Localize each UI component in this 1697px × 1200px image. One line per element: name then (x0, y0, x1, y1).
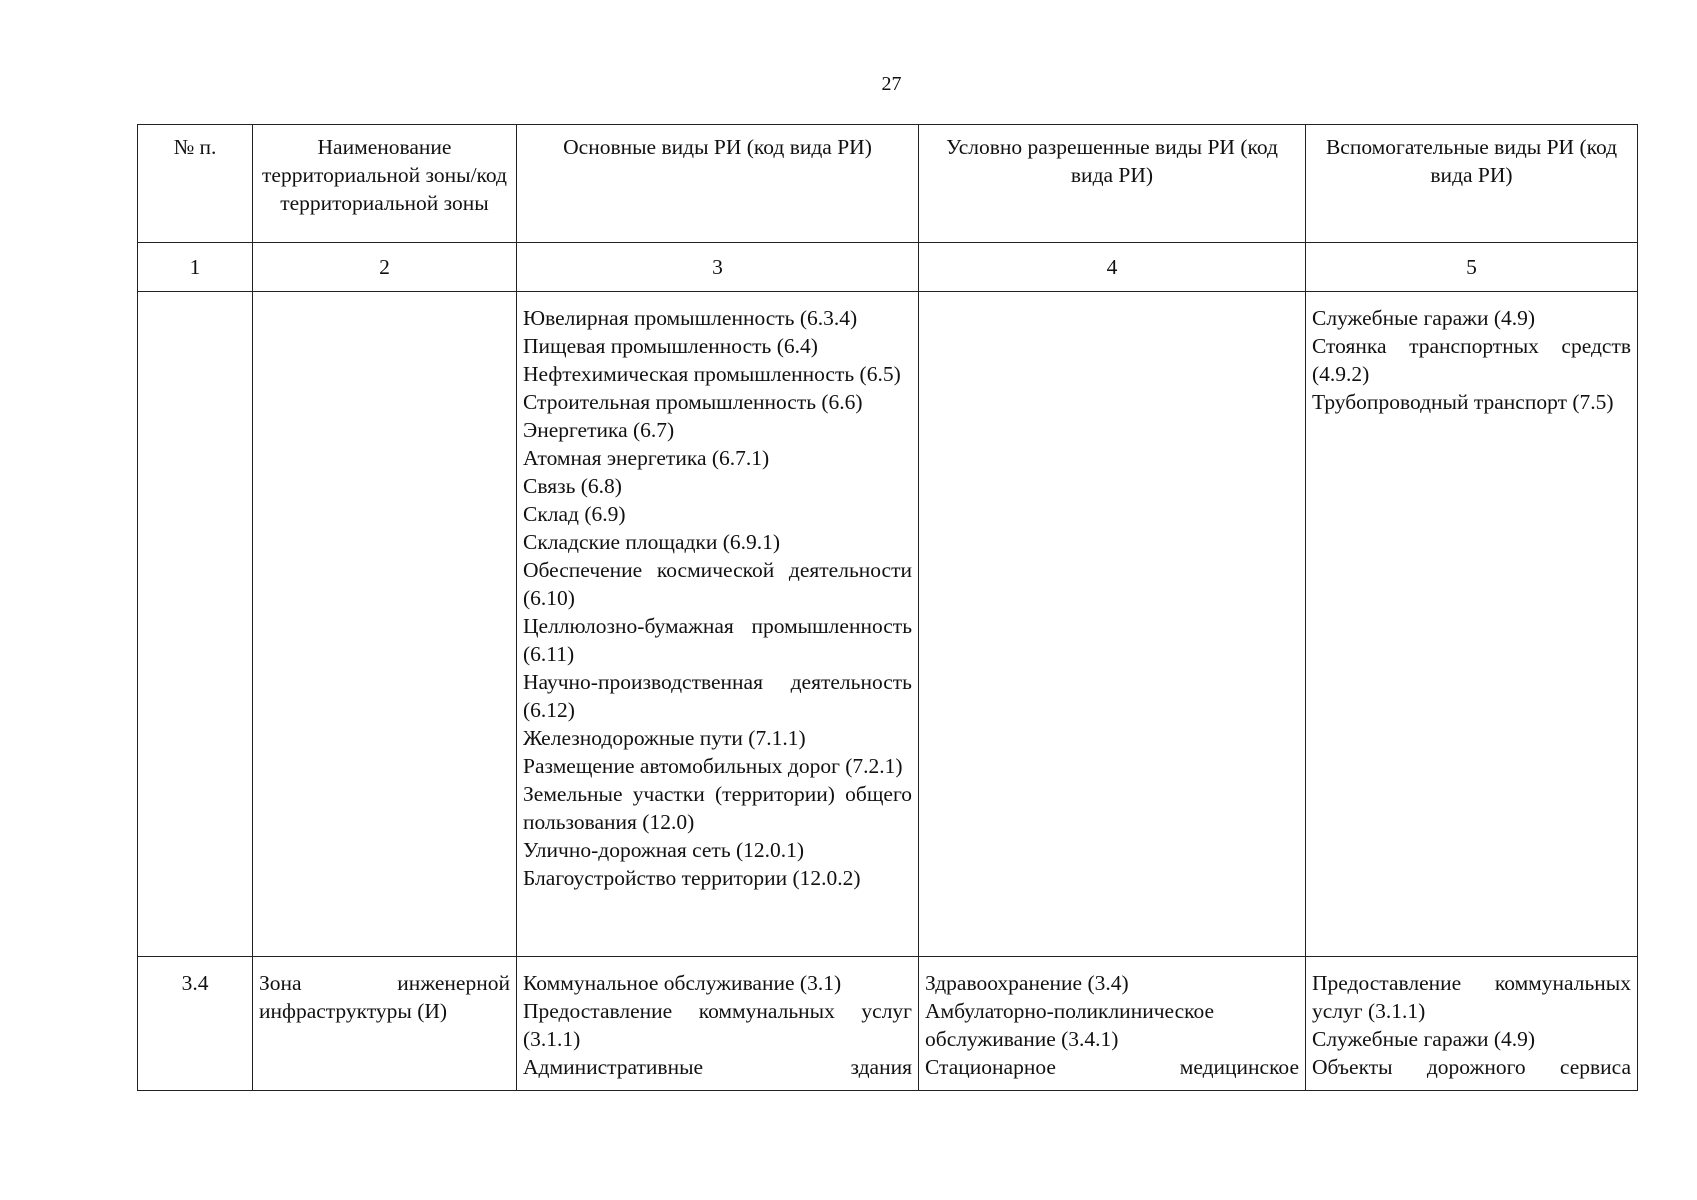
header-number: № п. (138, 125, 253, 243)
column-number: 3 (517, 243, 919, 292)
list-item: Здравоохранение (3.4) (925, 971, 1129, 995)
main-uses-cell (517, 957, 919, 1091)
zone-name-cell: Зона инженерной инфраструктуры (И) (253, 957, 517, 1091)
list-item: Нефтехимическая промышленность (6.5) (523, 362, 901, 386)
list-item: Трубопроводный транспорт (7.5) (1312, 390, 1614, 414)
zone-name-cell (253, 292, 517, 957)
list-item: Предоставление коммунальных услуг (3.1.1) (1312, 971, 1631, 1023)
list-item: Обеспечение космической деятельности (6.10) (523, 558, 912, 610)
conditional-uses-cell (919, 292, 1306, 957)
column-numbers-row (138, 243, 1638, 292)
header-main-uses: Основные виды РИ (код вида РИ) (517, 125, 919, 243)
column-number: 5 (1306, 243, 1638, 292)
list-item: Благоустройство территории (12.0.2) (523, 866, 861, 890)
list-item: Предоставление коммунальных услуг (3.1.1) (523, 999, 912, 1051)
list-item: Размещение автомобильных дорог (7.2.1) (523, 754, 903, 778)
list-item: Железнодорожные пути (7.1.1) (523, 726, 806, 750)
list-item: Коммунальное обслуживание (3.1) (523, 971, 842, 995)
zoning-table (137, 124, 1638, 1091)
list-item: Складские площадки (6.9.1) (523, 530, 781, 554)
list-item: Служебные гаражи (4.9) (1312, 1027, 1536, 1051)
list-item: Строительная промышленность (6.6) (523, 390, 863, 414)
header-auxiliary-uses: Вспомогательные виды РИ (код вида РИ) (1306, 125, 1638, 243)
list-item: Энергетика (6.7) (523, 418, 675, 442)
conditional-uses-cell (919, 957, 1306, 1091)
row-number-cell: 3.4 (138, 957, 253, 1091)
list-item: Научно-производственная деятельность (6.12) (523, 670, 912, 722)
list-item: Объекты дорожного сервиса (1312, 1055, 1631, 1079)
header-conditional-uses: Условно разрешенные виды РИ (код вида РИ) (919, 125, 1306, 243)
list-item: Целлюлозно-бумажная промышленность (6.11) (523, 614, 912, 666)
auxiliary-uses-cell (1306, 292, 1638, 957)
list-item: Связь (6.8) (523, 474, 622, 498)
list-item: Земельные участки (территории) общего пользования (12.0) (523, 782, 912, 834)
list-item: Склад (6.9) (523, 502, 626, 526)
column-number: 1 (138, 243, 253, 292)
list-item: Ювелирная промышленность (6.3.4) (523, 306, 858, 330)
table-row (138, 957, 1638, 1091)
list-item: Амбулаторно-поликлиническое обслуживание (3.4.1) (925, 999, 1215, 1051)
auxiliary-uses-cell (1306, 957, 1638, 1091)
list-item: Административные здания (523, 1055, 912, 1079)
list-item: Улично-дорожная сеть (12.0.1) (523, 838, 805, 862)
list-item: Пищевая промышленность (6.4) (523, 334, 818, 358)
header-zone-name: Наименование территориальной зоны/код территориальной зоны (253, 125, 517, 243)
column-number: 2 (253, 243, 517, 292)
list-item: Стоянка транспортных средств (4.9.2) (1312, 334, 1631, 386)
page-number: 27 (881, 73, 902, 95)
list-item: Стационарное медицинское (925, 1055, 1299, 1079)
list-item: Служебные гаражи (4.9) (1312, 306, 1536, 330)
column-number: 4 (919, 243, 1306, 292)
list-item: Атомная энергетика (6.7.1) (523, 446, 770, 470)
main-uses-cell (517, 292, 919, 957)
row-number-cell (138, 292, 253, 957)
table-row (138, 292, 1638, 957)
table-header-row (138, 125, 1638, 243)
